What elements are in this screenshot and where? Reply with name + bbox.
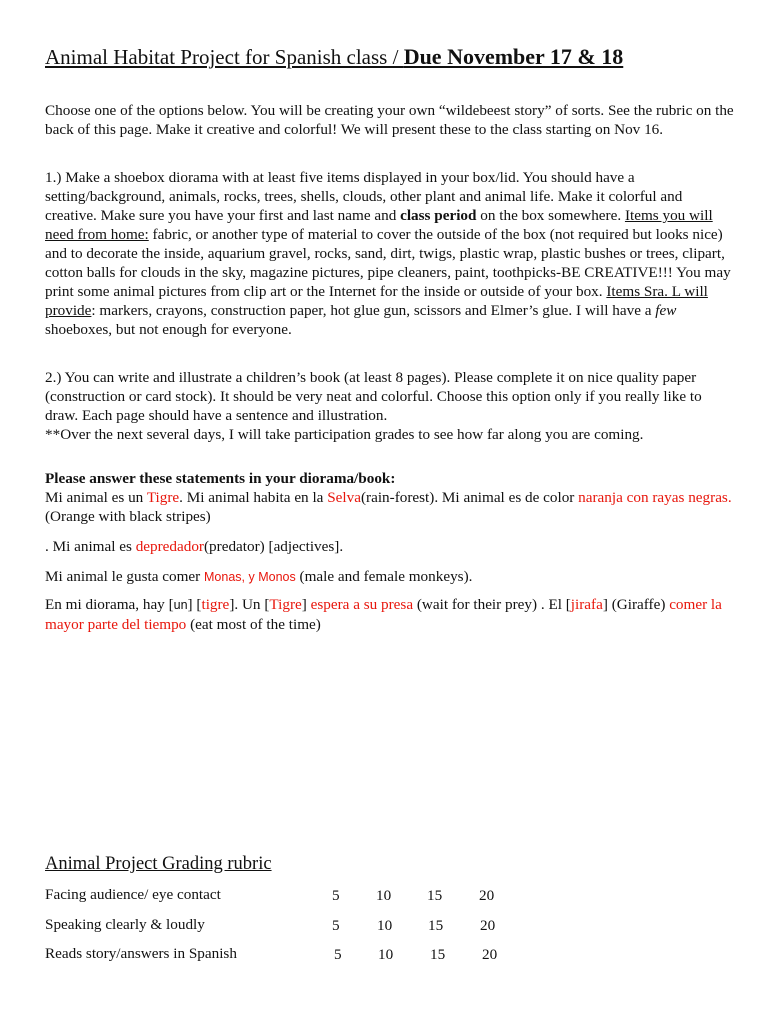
- rubric-score: 5: [334, 946, 342, 963]
- statement-predator: . Mi animal es depredador(predator) [adjectives].: [45, 538, 344, 555]
- statement-diorama: En mi diorama, hay [un] [tigre]. Un [Tigre] espera a su presa (wait for their prey) . El [jirafa] (Giraffe) comer la mayor parte del tiempo (eat most of the time): [45, 596, 722, 633]
- due-date: Due November 17 & 18: [403, 44, 624, 69]
- rubric-score: 20: [482, 946, 498, 963]
- answer-action-2: comer la mayor parte del tiempo: [45, 596, 722, 633]
- statement-animal: Mi animal es un Tigre. Mi animal habita en la Selva(rain-forest). Mi animal es de color naranja con rayas negras. (Orange with black stripes): [45, 489, 732, 525]
- rubric-score: 10: [377, 917, 393, 934]
- rubric-score: 10: [376, 887, 392, 904]
- rubric-score: 5: [332, 917, 340, 934]
- answer-habitat: Selva: [327, 489, 361, 506]
- rubric-title: Animal Project Grading rubric: [45, 854, 272, 874]
- option-1-paragraph: 1.) Make a shoebox diorama with at least five items displayed in your box/lid. You should have a setting/background, animals, rocks, trees, shells, clouds, other plant and animal life. Make it colorful and creative. Make sure you have your first and last name and class period on the box somewhere. Items you will need from home: fabric, or another type of material to cover the outside of the box (not required but looks nice) and to decorate the inside, aquarium gravel, rocks, sand, dirt, twigs, plastic wrap, plastic bushes or trees, clipart, cotton balls for clouds in the sky, magazine pictures, pipe cleaners, paint, toothpicks-BE CREATIVE!!! You may print some animal pictures from clip art or the Internet for the inside or outside of your box. Items Sra. L will provide: markers, crayons, construction paper, hot glue gun, scissors and Elmer’s glue. I will have a few shoeboxes, but not enough for everyone.: [45, 169, 731, 338]
- answer-tigre: tigre: [201, 596, 230, 613]
- rubric-score: 20: [479, 887, 495, 904]
- answer-jirafa: jirafa: [570, 596, 603, 613]
- rubric-score: 15: [430, 946, 446, 963]
- answer-animal: Tigre: [146, 489, 180, 506]
- rubric-row: [45, 886, 545, 908]
- answer-un: un: [173, 598, 188, 612]
- answer-tigre-2: Tigre: [269, 596, 302, 613]
- rubric-score: 15: [428, 917, 444, 934]
- statement-food: Mi animal le gusta comer Monas, y Monos (male and female monkeys).: [45, 568, 473, 585]
- rubric-row: [45, 916, 545, 938]
- page-title: [45, 44, 623, 70]
- rubric-row: [45, 945, 545, 967]
- option-2-paragraph: 2.) You can write and illustrate a children’s book (at least 8 pages). Please complete it on nice quality paper (construction or card stock). It should be very neat and colorful. Choose this option only if you really like to draw. Each page should have a sentence and illustration. **Over the next several days, I will take participation grades to see how far along you are coming.: [45, 369, 702, 443]
- answer-food: Monas, y Monos: [204, 570, 296, 584]
- rubric-criterion: Reads story/answers in Spanish: [45, 945, 237, 962]
- rubric-criterion: Speaking clearly & loudly: [45, 916, 205, 933]
- rubric-score: 15: [427, 887, 443, 904]
- rubric-score: 20: [480, 917, 496, 934]
- answer-action-1: espera a su presa: [310, 596, 414, 613]
- rubric-score: 5: [332, 887, 340, 904]
- answer-type: depredador: [135, 538, 204, 555]
- rubric-criterion: Facing audience/ eye contact: [45, 886, 221, 903]
- intro-paragraph: Choose one of the options below. You will be creating your own “wildebeest story” of sorts. See the rubric on the back of this page. Make it creative and colorful! We will present these to the class starting on Nov 16.: [45, 102, 734, 138]
- rubric-score: 10: [378, 946, 394, 963]
- title-main: Animal Habitat Project for Spanish class /: [45, 45, 404, 69]
- statements-heading: Please answer these statements in your diorama/book:: [45, 470, 396, 487]
- answer-color: naranja con rayas negras.: [578, 489, 732, 506]
